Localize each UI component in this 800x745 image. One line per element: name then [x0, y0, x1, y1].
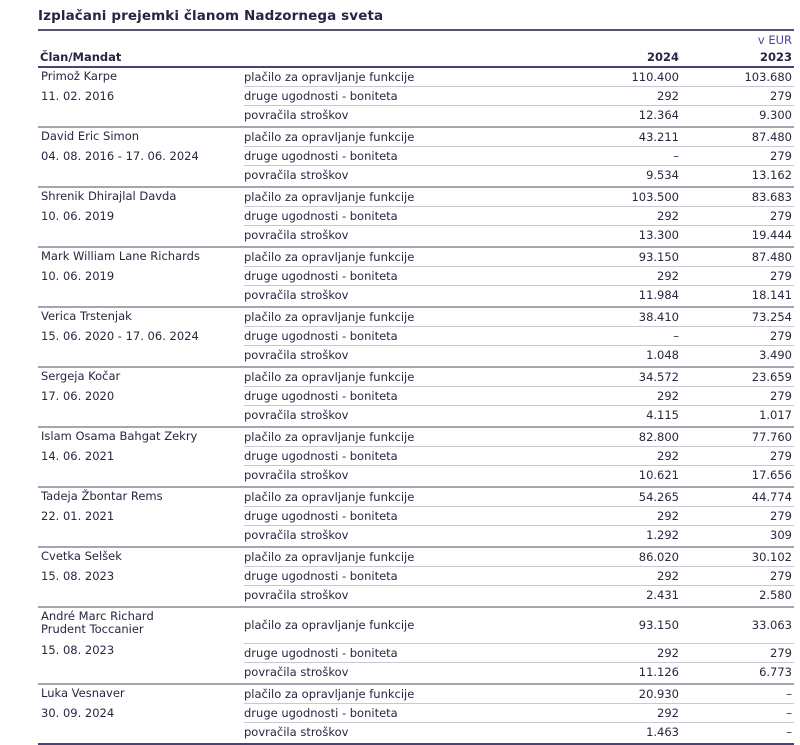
compensation-row — [244, 248, 794, 267]
row-label: plačilo za opravljanje funkcije — [244, 70, 415, 84]
compensation-row — [244, 548, 794, 567]
member-group — [38, 548, 794, 608]
value-2023: 6.773 — [759, 665, 792, 679]
value-2024: 292 — [657, 706, 679, 720]
table-title: Izplačani prejemki članom Nadzornega sveta — [38, 8, 384, 24]
value-2024: 292 — [657, 89, 679, 103]
value-2023: 279 — [770, 389, 792, 403]
value-2024: 1.292 — [646, 528, 679, 542]
member-name: Shrenik Dhirajlal Davda — [41, 189, 177, 203]
member-name: Islam Osama Bahgat Zekry — [41, 429, 198, 443]
value-2023: 103.680 — [744, 70, 792, 84]
value-2023: 19.444 — [751, 228, 792, 242]
member-group — [38, 128, 794, 188]
member-group — [38, 685, 794, 745]
row-label: druge ugodnosti - boniteta — [244, 389, 398, 403]
value-2023: 279 — [770, 269, 792, 283]
row-label: plačilo za opravljanje funkcije — [244, 190, 415, 204]
row-label: plačilo za opravljanje funkcije — [244, 370, 415, 384]
member-info — [41, 490, 241, 523]
value-2024: 20.930 — [638, 687, 679, 701]
value-2023: 3.490 — [759, 348, 792, 362]
compensation-row — [244, 286, 794, 305]
row-label: povračila stroškov — [244, 228, 349, 242]
member-mandate: 15. 06. 2020 - 17. 06. 2024 — [41, 329, 199, 343]
value-2023: – — [786, 687, 792, 701]
member-info — [41, 310, 241, 343]
value-2023: 279 — [770, 209, 792, 223]
value-2024: 38.410 — [638, 310, 679, 324]
member-group — [38, 248, 794, 308]
member-name: Sergeja Kočar — [41, 369, 121, 383]
value-2024: 54.265 — [638, 490, 679, 504]
row-label: druge ugodnosti - boniteta — [244, 209, 398, 223]
row-label: povračila stroškov — [244, 468, 349, 482]
title-rule — [38, 29, 794, 31]
compensation-row — [244, 226, 794, 245]
row-label: druge ugodnosti - boniteta — [244, 449, 398, 463]
member-mandate: 15. 08. 2023 — [41, 643, 115, 657]
member-mandate: 30. 09. 2024 — [41, 706, 115, 720]
value-2024: 86.020 — [638, 550, 679, 564]
compensation-row — [244, 207, 794, 226]
member-info — [41, 610, 191, 657]
row-label: druge ugodnosti - boniteta — [244, 646, 398, 660]
member-info — [41, 370, 241, 403]
member-groups — [38, 68, 794, 745]
member-column-header: Član/Mandat — [40, 50, 122, 64]
value-2024: 292 — [657, 269, 679, 283]
value-2023: 279 — [770, 329, 792, 343]
compensation-row — [244, 507, 794, 526]
value-2023: 87.480 — [751, 250, 792, 264]
compensation-row — [244, 128, 794, 147]
row-label: povračila stroškov — [244, 288, 349, 302]
compensation-row — [244, 608, 794, 644]
value-2024: 1.048 — [646, 348, 679, 362]
compensation-row — [244, 663, 794, 682]
row-label: plačilo za opravljanje funkcije — [244, 550, 415, 564]
row-label: povračila stroškov — [244, 588, 349, 602]
member-name: Verica Trstenjak — [41, 309, 132, 323]
member-info — [41, 687, 241, 720]
row-label: druge ugodnosti - boniteta — [244, 329, 398, 343]
compensation-row — [244, 87, 794, 106]
value-2023: 73.254 — [751, 310, 792, 324]
compensation-row — [244, 147, 794, 166]
member-name: Primož Karpe — [41, 69, 118, 83]
row-label: plačilo za opravljanje funkcije — [244, 490, 415, 504]
member-mandate: 11. 02. 2016 — [41, 89, 115, 103]
compensation-row — [244, 267, 794, 286]
value-2023: 17.656 — [751, 468, 792, 482]
value-2023: 83.683 — [751, 190, 792, 204]
value-2023: 77.760 — [751, 430, 792, 444]
value-2024: 1.463 — [646, 725, 679, 739]
value-2024: 13.300 — [638, 228, 679, 242]
year-2023-header: 2023 — [759, 50, 792, 64]
row-label: povračila stroškov — [244, 665, 349, 679]
compensation-row — [244, 488, 794, 507]
value-2024: 10.621 — [638, 468, 679, 482]
value-2024: 12.364 — [638, 108, 679, 122]
compensation-row — [244, 166, 794, 185]
year-2024-header: 2024 — [646, 50, 679, 64]
value-2023: 309 — [770, 528, 792, 542]
value-2024: 292 — [657, 646, 679, 660]
row-label: plačilo za opravljanje funkcije — [244, 250, 415, 264]
value-2023: 279 — [770, 449, 792, 463]
member-group — [38, 68, 794, 128]
member-mandate: 17. 06. 2020 — [41, 389, 115, 403]
table-header — [38, 49, 794, 66]
value-2024: 110.400 — [631, 70, 679, 84]
compensation-row — [244, 68, 794, 87]
compensation-row — [244, 387, 794, 406]
member-info — [41, 130, 241, 163]
value-2023: 1.017 — [759, 408, 792, 422]
value-2024: 93.150 — [638, 618, 679, 632]
value-2024: 34.572 — [638, 370, 679, 384]
row-label: povračila stroškov — [244, 348, 349, 362]
unit-label: v EUR — [757, 33, 792, 47]
value-2023: – — [786, 725, 792, 739]
row-label: druge ugodnosti - boniteta — [244, 706, 398, 720]
value-2024: 292 — [657, 449, 679, 463]
value-2023: – — [786, 706, 792, 720]
value-2023: 33.063 — [751, 618, 792, 632]
value-2024: 9.534 — [646, 168, 679, 182]
member-mandate: 04. 08. 2016 - 17. 06. 2024 — [41, 149, 199, 163]
compensation-row — [244, 327, 794, 346]
member-mandate: 10. 06. 2019 — [41, 269, 115, 283]
compensation-row — [244, 567, 794, 586]
member-mandate: 15. 08. 2023 — [41, 569, 115, 583]
member-info — [41, 70, 241, 103]
compensation-row — [244, 346, 794, 365]
value-2024: 4.115 — [646, 408, 679, 422]
row-label: plačilo za opravljanje funkcije — [244, 687, 415, 701]
member-info — [41, 550, 241, 583]
member-info — [41, 190, 241, 223]
value-2024: 2.431 — [646, 588, 679, 602]
row-label: druge ugodnosti - boniteta — [244, 569, 398, 583]
row-label: povračila stroškov — [244, 168, 349, 182]
row-label: povračila stroškov — [244, 528, 349, 542]
value-2023: 87.480 — [751, 130, 792, 144]
value-2024: 292 — [657, 389, 679, 403]
row-label: plačilo za opravljanje funkcije — [244, 618, 415, 632]
member-name: Tadeja Žbontar Rems — [41, 489, 163, 503]
row-label: druge ugodnosti - boniteta — [244, 269, 398, 283]
member-name: Mark William Lane Richards — [41, 249, 200, 263]
row-label: plačilo za opravljanje funkcije — [244, 310, 415, 324]
value-2023: 23.659 — [751, 370, 792, 384]
value-2023: 13.162 — [751, 168, 792, 182]
member-name: Cvetka Selšek — [41, 549, 122, 563]
member-group — [38, 608, 794, 685]
member-mandate: 14. 06. 2021 — [41, 449, 115, 463]
compensation-row — [244, 406, 794, 425]
value-2024: 103.500 — [631, 190, 679, 204]
member-name: André Marc Richard Prudent Toccanier — [41, 609, 154, 636]
compensation-row — [244, 368, 794, 387]
row-label: povračila stroškov — [244, 108, 349, 122]
compensation-row — [244, 586, 794, 605]
value-2023: 44.774 — [751, 490, 792, 504]
member-name: Luka Vesnaver — [41, 686, 125, 700]
member-group — [38, 368, 794, 428]
row-label: povračila stroškov — [244, 408, 349, 422]
compensation-row — [244, 723, 794, 742]
value-2023: 279 — [770, 509, 792, 523]
member-name: David Eric Simon — [41, 129, 140, 143]
compensation-row — [244, 447, 794, 466]
value-2024: 11.126 — [638, 665, 679, 679]
compensation-row — [244, 466, 794, 485]
value-2023: 18.141 — [751, 288, 792, 302]
value-2023: 279 — [770, 569, 792, 583]
value-2024: 82.800 — [638, 430, 679, 444]
value-2023: 279 — [770, 646, 792, 660]
member-mandate: 22. 01. 2021 — [41, 509, 115, 523]
member-info — [41, 430, 241, 463]
row-label: plačilo za opravljanje funkcije — [244, 130, 415, 144]
compensation-row — [244, 685, 794, 704]
member-group — [38, 488, 794, 548]
value-2024: 292 — [657, 569, 679, 583]
compensation-row — [244, 308, 794, 327]
row-label: plačilo za opravljanje funkcije — [244, 430, 415, 444]
compensation-row — [244, 704, 794, 723]
member-group — [38, 308, 794, 368]
value-2024: 43.211 — [638, 130, 679, 144]
compensation-row — [244, 188, 794, 207]
member-info — [41, 250, 241, 283]
row-label: povračila stroškov — [244, 725, 349, 739]
value-2023: 2.580 — [759, 588, 792, 602]
value-2024: 11.984 — [638, 288, 679, 302]
value-2023: 9.300 — [759, 108, 792, 122]
row-label: druge ugodnosti - boniteta — [244, 509, 398, 523]
value-2023: 279 — [770, 149, 792, 163]
member-group — [38, 428, 794, 488]
value-2023: 279 — [770, 89, 792, 103]
compensation-row — [244, 428, 794, 447]
value-2024: 292 — [657, 209, 679, 223]
value-2024: – — [673, 149, 679, 163]
value-2023: 30.102 — [751, 550, 792, 564]
compensation-row — [244, 106, 794, 125]
value-2024: 93.150 — [638, 250, 679, 264]
member-mandate: 10. 06. 2019 — [41, 209, 115, 223]
value-2024: 292 — [657, 509, 679, 523]
value-2024: – — [673, 329, 679, 343]
row-label: druge ugodnosti - boniteta — [244, 89, 398, 103]
row-label: druge ugodnosti - boniteta — [244, 149, 398, 163]
member-group — [38, 188, 794, 248]
compensation-row — [244, 644, 794, 663]
compensation-row — [244, 526, 794, 545]
